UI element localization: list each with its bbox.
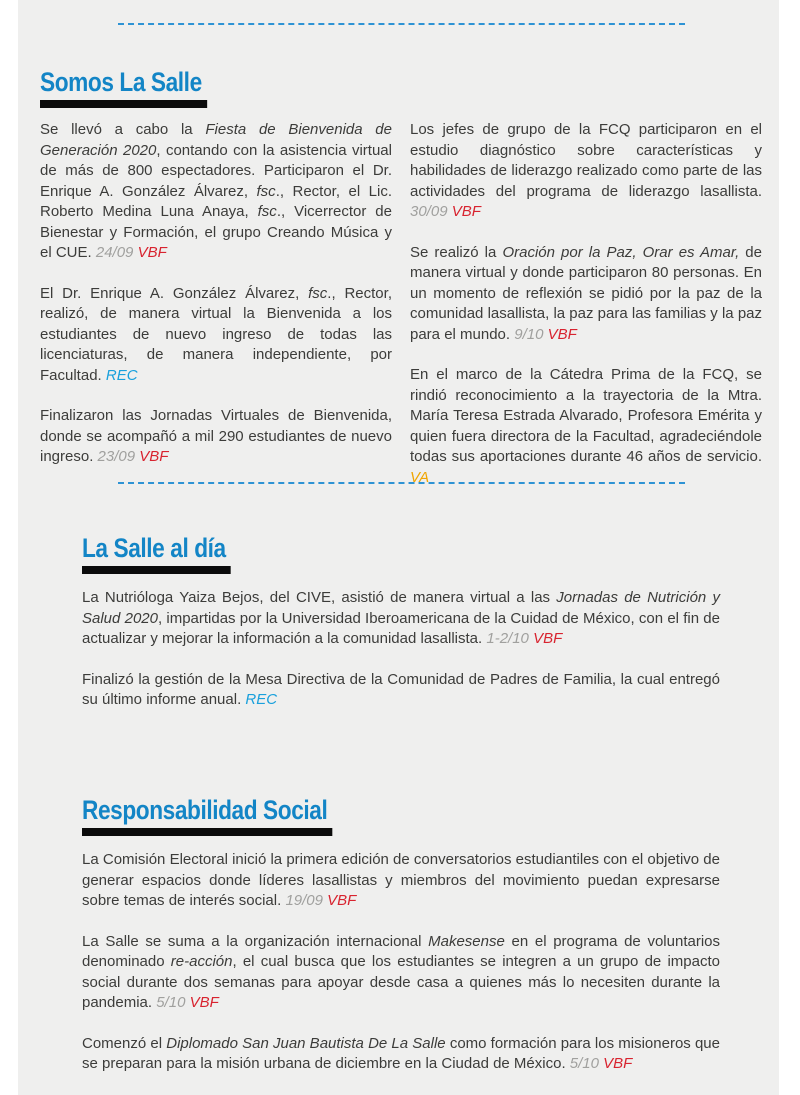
tag-vbf: VBF xyxy=(137,244,167,262)
section-heading-block xyxy=(82,796,327,836)
column-right xyxy=(410,120,762,488)
text-segment: El Dr. Enrique A. González Álvarez, xyxy=(40,284,309,302)
single-column-body xyxy=(82,588,720,711)
paragraph xyxy=(40,406,392,468)
tag-va: VA xyxy=(410,468,430,486)
title-underline-bar xyxy=(40,100,207,108)
paragraph xyxy=(82,850,720,912)
tag-vbf: VBF xyxy=(533,630,563,648)
section-title: Somos La Salle xyxy=(40,67,202,97)
date-label: 24/09 xyxy=(95,244,134,262)
text-segment: Se realizó la xyxy=(410,243,503,261)
section-heading-block xyxy=(40,68,202,108)
tag-vbf: VBF xyxy=(547,325,577,343)
text-segment: La Comisión Electoral inició la primera edición de conversatorios estudiantiles con el objetivo de generar espacios donde líderes lasallistas y miembros del movimiento puedan expresarse sobre temas de interés social. xyxy=(82,851,720,910)
tag-vbf: VBF xyxy=(603,1055,633,1073)
text-segment: Finalizó la gestión de la Mesa Directiva de la Comunidad de Padres de Familia, la cual entregó su último informe anual. xyxy=(82,670,720,709)
text-segment: La Nutrióloga Yaiza Bejos, del CIVE, asistió de manera virtual a las xyxy=(82,589,557,607)
italic-text: Fiesta de Bienvenida de Generación 2020 xyxy=(40,121,392,159)
section-somos-la-salle xyxy=(40,68,762,488)
paragraph xyxy=(40,284,392,387)
section-la-salle-al-dia xyxy=(82,534,720,711)
date-label: 1-2/10 xyxy=(486,630,529,648)
text-segment: ., Rector, realizó, de manera virtual la Bienvenida a los estudiantes de nuevo ingreso de todas las licenciaturas, de manera independiente, por Facultad. xyxy=(40,284,392,384)
date-label: 5/10 xyxy=(569,1055,599,1073)
paragraph xyxy=(82,932,720,1014)
paragraph xyxy=(410,243,762,346)
column-left xyxy=(40,120,392,468)
text-segment: Los jefes de grupo de la FCQ participaron en el estudio diagnóstico sobre características y habilidades de liderazgo realizado como parte de las actividades del programa de liderazgo lasallista. xyxy=(410,121,762,200)
title-underline-bar xyxy=(82,566,231,574)
paragraph xyxy=(410,365,762,488)
text-segment: , contando con la asistencia virtual de más de 800 espectadores. Participaron el Dr. Enrique A. González Álvarez, xyxy=(40,141,392,200)
text-segment: Se llevó a cabo la xyxy=(40,121,206,139)
italic-text: fsc xyxy=(308,284,328,302)
paragraph xyxy=(40,120,392,264)
section-title: Responsabilidad Social xyxy=(82,795,328,825)
text-segment: de manera virtual y donde participaron 80 personas. En un momento de reflexión se pidió por la paz de la comunidad lasallista, la paz para las familias y la paz para el mundo. xyxy=(410,243,762,343)
two-column-body xyxy=(40,120,762,488)
text-segment: En el marco de la Cátedra Prima de la FCQ, se rindió reconocimiento a la trayectoria de la Mtra. María Teresa Estrada Alvarado, Profesora Emérita y quien fuera directora de la Facultad, agradeciéndole todas sus aportaciones durante 46 años de servicio. xyxy=(410,366,762,466)
text-segment: en el programa de voluntarios denominado xyxy=(82,932,720,971)
date-label: 9/10 xyxy=(514,325,544,343)
dashed-divider-middle xyxy=(118,482,685,484)
title-underline-bar xyxy=(82,828,332,836)
text-segment: ., Rector, el Lic. Roberto Medina Luna Anaya, xyxy=(40,182,392,221)
date-label: 23/09 xyxy=(97,448,136,466)
paragraph xyxy=(410,120,762,223)
date-label: 5/10 xyxy=(156,994,186,1012)
tag-rec: REC xyxy=(105,366,138,384)
paragraph xyxy=(82,1034,720,1075)
text-segment: Finalizaron las Jornadas Virtuales de Bienvenida, donde se acompañó a mil 290 estudiantes de nuevo ingreso. xyxy=(40,407,392,466)
tag-vbf: VBF xyxy=(189,994,219,1012)
italic-text: fsc xyxy=(256,182,276,200)
italic-text: Makesense xyxy=(428,932,505,950)
tag-rec: REC xyxy=(245,691,278,709)
text-segment: La Salle se suma a la organización internacional xyxy=(82,932,429,950)
text-segment: , el cual busca que los estudiantes se integren a un grupo de impacto social durante dos semanas para apoyar desde casa a quienes más lo necesiten durante la pandemia. xyxy=(82,953,720,1012)
dashed-divider-top xyxy=(118,23,685,25)
page-sheet xyxy=(18,0,779,1095)
italic-text: re-acción xyxy=(170,953,233,971)
italic-text: Jornadas de Nutrición y Salud 2020 xyxy=(82,589,720,627)
text-segment: como formación para los misioneros que se preparan para la misión urbana de diciembre en la Ciudad de México. xyxy=(82,1034,720,1073)
tag-vbf: VBF xyxy=(327,892,357,910)
italic-text: fsc xyxy=(257,203,277,221)
tag-vbf: VBF xyxy=(451,203,481,221)
italic-text: Diplomado San Juan Bautista De La Salle xyxy=(166,1034,446,1052)
paragraph xyxy=(82,670,720,711)
italic-text: Oración por la Paz, Orar es Amar, xyxy=(502,243,740,261)
date-label: 19/09 xyxy=(285,892,323,910)
section-title: La Salle al día xyxy=(82,533,226,563)
section-heading-block xyxy=(82,534,226,574)
text-segment: , impartidas por la Universidad Iberoamericana de la Cuidad de México, con el fin de actualizar y mejorar la información a la comunidad lasallista. xyxy=(82,609,720,648)
section-responsabilidad-social xyxy=(82,796,720,1075)
text-segment: ., Vicerrector de Bienestar y Formación, el grupo Creando Música y el CUE. xyxy=(40,203,392,262)
date-label: 30/09 xyxy=(410,203,448,221)
paragraph xyxy=(82,588,720,650)
tag-vbf: VBF xyxy=(139,448,169,466)
text-segment: Comenzó el xyxy=(82,1034,167,1052)
single-column-body xyxy=(82,850,720,1075)
